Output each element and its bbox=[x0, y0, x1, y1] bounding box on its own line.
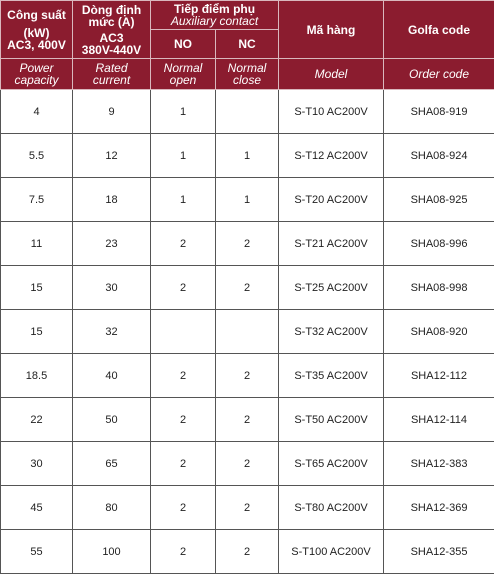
header-aux-en: Auxiliary contact bbox=[151, 15, 278, 27]
cell-power: 7.5 bbox=[1, 178, 73, 222]
cell-no: 2 bbox=[151, 442, 216, 486]
header-current-en-2: current bbox=[73, 74, 150, 86]
header-power-en-text: Power capacity bbox=[1, 62, 72, 86]
header-nc-en-1: Normal bbox=[216, 62, 278, 74]
table-row bbox=[1, 178, 494, 222]
cell-model: S-T25 AC200V bbox=[279, 266, 384, 310]
header-nc: NC bbox=[216, 30, 279, 59]
cell-code: SHA12-383 bbox=[384, 442, 494, 486]
header-current-en bbox=[73, 59, 151, 90]
cell-model: S-T80 AC200V bbox=[279, 486, 384, 530]
table-row bbox=[1, 486, 494, 530]
cell-no: 2 bbox=[151, 354, 216, 398]
cell-power: 45 bbox=[1, 486, 73, 530]
header-current bbox=[73, 1, 151, 59]
cell-no: 2 bbox=[151, 530, 216, 574]
cell-power: 22 bbox=[1, 398, 73, 442]
header-nc-en-2: close bbox=[216, 74, 278, 86]
cell-model: S-T20 AC200V bbox=[279, 178, 384, 222]
header-power-vn: Công suất bbox=[1, 9, 72, 21]
cell-code: SHA08-919 bbox=[384, 90, 494, 134]
cell-current: 23 bbox=[73, 222, 151, 266]
cell-model: S-T65 AC200V bbox=[279, 442, 384, 486]
cell-current: 65 bbox=[73, 442, 151, 486]
cell-nc bbox=[216, 310, 279, 354]
cell-model: S-T50 AC200V bbox=[279, 398, 384, 442]
table-row bbox=[1, 266, 494, 310]
cell-current: 30 bbox=[73, 266, 151, 310]
cell-current: 50 bbox=[73, 398, 151, 442]
cell-no bbox=[151, 310, 216, 354]
cell-current: 12 bbox=[73, 134, 151, 178]
cell-current: 9 bbox=[73, 90, 151, 134]
cell-code: SHA12-114 bbox=[384, 398, 494, 442]
cell-nc: 2 bbox=[216, 354, 279, 398]
cell-power: 15 bbox=[1, 266, 73, 310]
cell-power: 30 bbox=[1, 442, 73, 486]
cell-current: 100 bbox=[73, 530, 151, 574]
header-no-en-2: open bbox=[151, 74, 215, 86]
cell-nc: 2 bbox=[216, 442, 279, 486]
cell-nc: 2 bbox=[216, 398, 279, 442]
cell-nc: 2 bbox=[216, 530, 279, 574]
cell-current: 18 bbox=[73, 178, 151, 222]
cell-model: S-T21 AC200V bbox=[279, 222, 384, 266]
cell-model: S-T32 AC200V bbox=[279, 310, 384, 354]
table-row bbox=[1, 530, 494, 574]
cell-power: 55 bbox=[1, 530, 73, 574]
cell-no: 1 bbox=[151, 90, 216, 134]
cell-code: SHA12-112 bbox=[384, 354, 494, 398]
table-row bbox=[1, 310, 494, 354]
cell-no: 1 bbox=[151, 178, 216, 222]
header-power-en bbox=[1, 59, 73, 90]
cell-code: SHA12-355 bbox=[384, 530, 494, 574]
cell-model: S-T100 AC200V bbox=[279, 530, 384, 574]
header-current-vn-1: Dòng định bbox=[73, 4, 150, 16]
table-row bbox=[1, 398, 494, 442]
table-header bbox=[1, 1, 494, 90]
table-row bbox=[1, 354, 494, 398]
header-nc-en bbox=[216, 59, 279, 90]
header-no-en bbox=[151, 59, 216, 90]
header-current-spec-2: 380V-440V bbox=[73, 44, 150, 56]
cell-no: 2 bbox=[151, 266, 216, 310]
cell-model: S-T12 AC200V bbox=[279, 134, 384, 178]
cell-nc: 2 bbox=[216, 486, 279, 530]
header-aux bbox=[151, 1, 279, 30]
cell-code: SHA08-998 bbox=[384, 266, 494, 310]
header-code-vn: Golfa code bbox=[384, 1, 494, 59]
header-power-spec: AC3, 400V bbox=[1, 39, 72, 51]
table-row bbox=[1, 134, 494, 178]
header-power bbox=[1, 1, 73, 59]
cell-model: S-T10 AC200V bbox=[279, 90, 384, 134]
cell-nc: 1 bbox=[216, 134, 279, 178]
cell-nc bbox=[216, 90, 279, 134]
header-model-en: Model bbox=[279, 59, 384, 90]
cell-no: 2 bbox=[151, 398, 216, 442]
cell-no: 2 bbox=[151, 486, 216, 530]
cell-code: SHA08-920 bbox=[384, 310, 494, 354]
table-row bbox=[1, 442, 494, 486]
cell-current: 80 bbox=[73, 486, 151, 530]
header-no-en-1: Normal bbox=[151, 62, 215, 74]
table-row bbox=[1, 90, 494, 134]
cell-no: 2 bbox=[151, 222, 216, 266]
header-model-vn: Mã hàng bbox=[279, 1, 384, 59]
table-body bbox=[1, 90, 494, 574]
header-current-spec-1: AC3 bbox=[73, 32, 150, 44]
header-code-en: Order code bbox=[384, 59, 494, 90]
cell-power: 5.5 bbox=[1, 134, 73, 178]
cell-current: 40 bbox=[73, 354, 151, 398]
cell-power: 11 bbox=[1, 222, 73, 266]
header-no: NO bbox=[151, 30, 216, 59]
cell-code: SHA08-996 bbox=[384, 222, 494, 266]
header-aux-vn: Tiếp điểm phụ bbox=[151, 3, 278, 15]
cell-power: 4 bbox=[1, 90, 73, 134]
header-current-vn-2: mức (A) bbox=[73, 16, 150, 28]
cell-code: SHA08-925 bbox=[384, 178, 494, 222]
cell-power: 15 bbox=[1, 310, 73, 354]
cell-code: SHA12-369 bbox=[384, 486, 494, 530]
cell-no: 1 bbox=[151, 134, 216, 178]
cell-current: 32 bbox=[73, 310, 151, 354]
header-power-unit: (kW) bbox=[1, 27, 72, 39]
cell-model: S-T35 AC200V bbox=[279, 354, 384, 398]
header-current-en-1: Rated bbox=[73, 62, 150, 74]
cell-code: SHA08-924 bbox=[384, 134, 494, 178]
cell-nc: 2 bbox=[216, 266, 279, 310]
table-row bbox=[1, 222, 494, 266]
cell-nc: 1 bbox=[216, 178, 279, 222]
cell-nc: 2 bbox=[216, 222, 279, 266]
cell-power: 18.5 bbox=[1, 354, 73, 398]
